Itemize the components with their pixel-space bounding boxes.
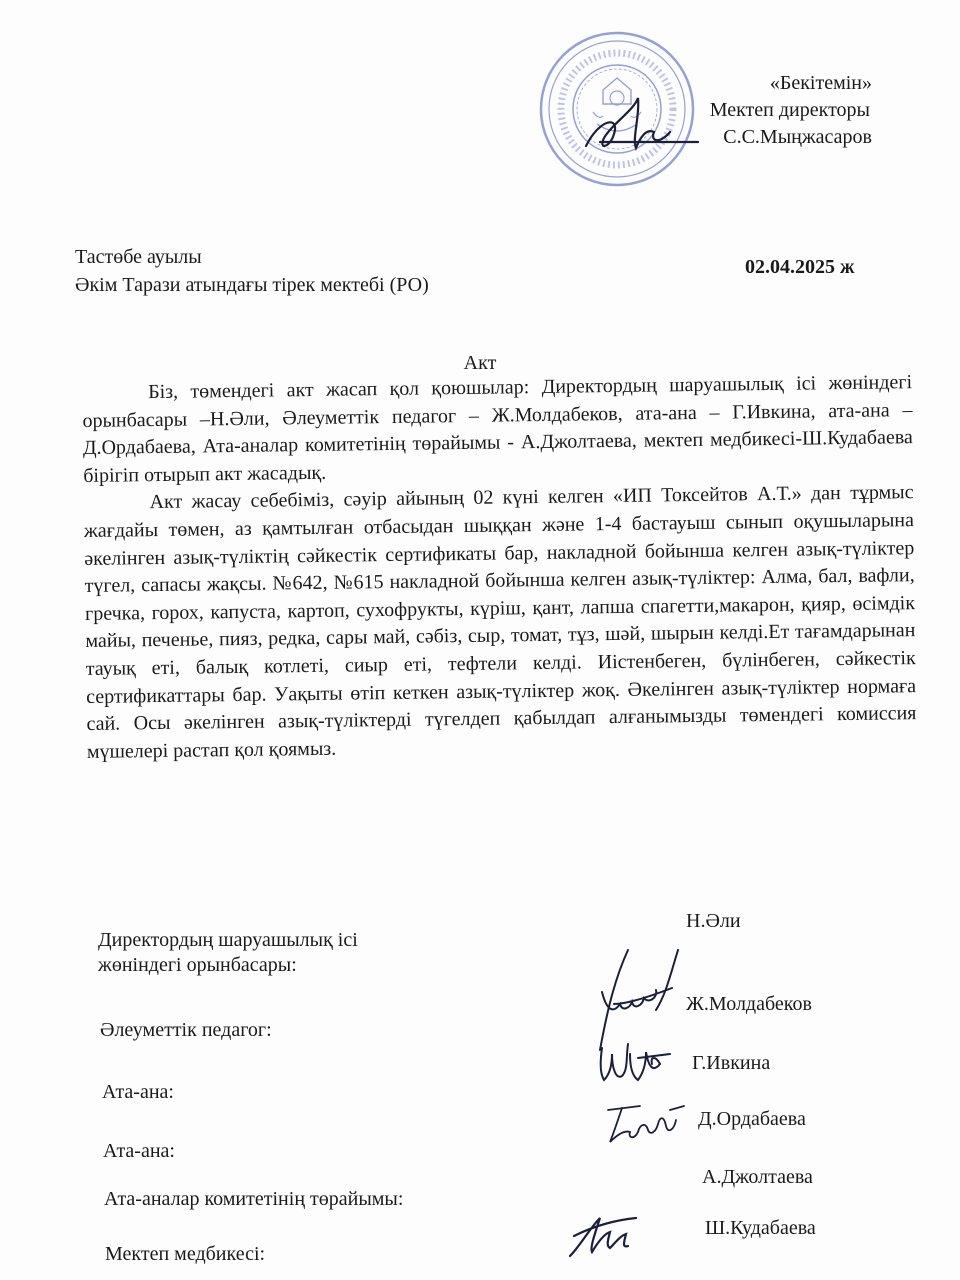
place-block bbox=[75, 243, 429, 299]
approval-line-2: Мектеп директоры bbox=[709, 99, 870, 121]
body-paragraph-2: Акт жасау себебіміз, сәуір айының 02 күні келген «ИП Токсейтов А.Т.» дан тұрмыс жағдайы төмен, аз қамтылған отбасыдан шыққан және 1-4 бастауыш сынып оқушыларына әкелінген азық-түліктің сәйкестік сертификаты бар, накладной бойынша келген азық-түліктер түгел, сапасы жақсы. №642, №615 накладной бойынша келген азық-түліктер: Алма, бал, вафли, гречка, горох, капуста, картоп, сухофрукты, күріш, қант, лапша спагетти,макарон, қияр, өсімдік майы, печенье, пияз, редка, сары май, сәбіз, сыр, томат, тұз, шәй, шырын келді.Ет тағамдарынан тауық еті, балық котлеті, сиыр еті, тефтели келді. Иістенбеген, бүлінбеген, сәйкестік сертификаттары бар. Уақыты өтіп кеткен азық-түліктер жоқ. Әкелінген азық-түліктер нормаға сай. Осы әкелінген азық-түліктерді түгелдеп қабылдап алғанымызды төмендегі комиссия мүшелері растап қол қоямыз. bbox=[83, 481, 917, 763]
approval-block bbox=[700, 70, 872, 151]
role-parent-1: Ата-ана: bbox=[102, 1081, 174, 1103]
director-signature-icon bbox=[580, 88, 700, 163]
approval-line-1: «Бекітемін» bbox=[769, 72, 872, 94]
village-name: Тастөбе ауылы bbox=[75, 246, 202, 268]
signer-name-3: Г.Ивкина bbox=[692, 1052, 771, 1074]
document-body bbox=[82, 369, 917, 766]
approval-line-3: С.С.Мыңжасаров bbox=[723, 126, 872, 148]
role-school-nurse: Мектеп медбикесі: bbox=[105, 1243, 266, 1265]
signature-kudabaeva-icon bbox=[560, 1206, 640, 1262]
role-deputy-director bbox=[98, 928, 358, 978]
signer-name-5: А.Джолтаева bbox=[702, 1166, 813, 1188]
signer-name-1: Н.Әли bbox=[686, 910, 741, 932]
signer-name-2: Ж.Молдабеков bbox=[686, 993, 812, 1015]
document-date: 02.04.2025 ж bbox=[745, 256, 855, 278]
document-title: Акт bbox=[463, 352, 497, 374]
signature-ivkina-icon bbox=[596, 1034, 676, 1090]
signature-ordabaeva-icon bbox=[600, 1096, 690, 1148]
role-deputy-line-1: Директордың шаруашылық ісі bbox=[98, 929, 358, 951]
signer-name-6: Ш.Кудабаева bbox=[705, 1217, 816, 1239]
signer-name-4: Д.Ордабаева bbox=[698, 1108, 806, 1130]
role-parent-2: Ата-ана: bbox=[103, 1140, 175, 1162]
role-social-pedagogue: Әлеуметтік педагог: bbox=[100, 1019, 272, 1041]
role-deputy-line-2: жөніндегі орынбасары: bbox=[98, 954, 297, 976]
role-committee-chair: Ата-аналар комитетінің төрайымы: bbox=[104, 1188, 404, 1210]
body-paragraph-1: Біз, төмендегі акт жасап қол қоюшылар: Директордың шаруашылық ісі жөніндегі орынбасары –Н.Әли, Әлеуметтік педагог – Ж.Молдабеков, ата-ана – Г.Ивкина, ата-ана – Д.Ордабаева, Ата-аналар комитетінің төрайымы - А.Джолтаева, мектеп медбикесі-Ш.Кудабаева бірігіп отырып акт жасадық. bbox=[82, 371, 913, 487]
school-name: Әкім Тарази атындағы тірек мектебі (РО) bbox=[75, 274, 429, 296]
